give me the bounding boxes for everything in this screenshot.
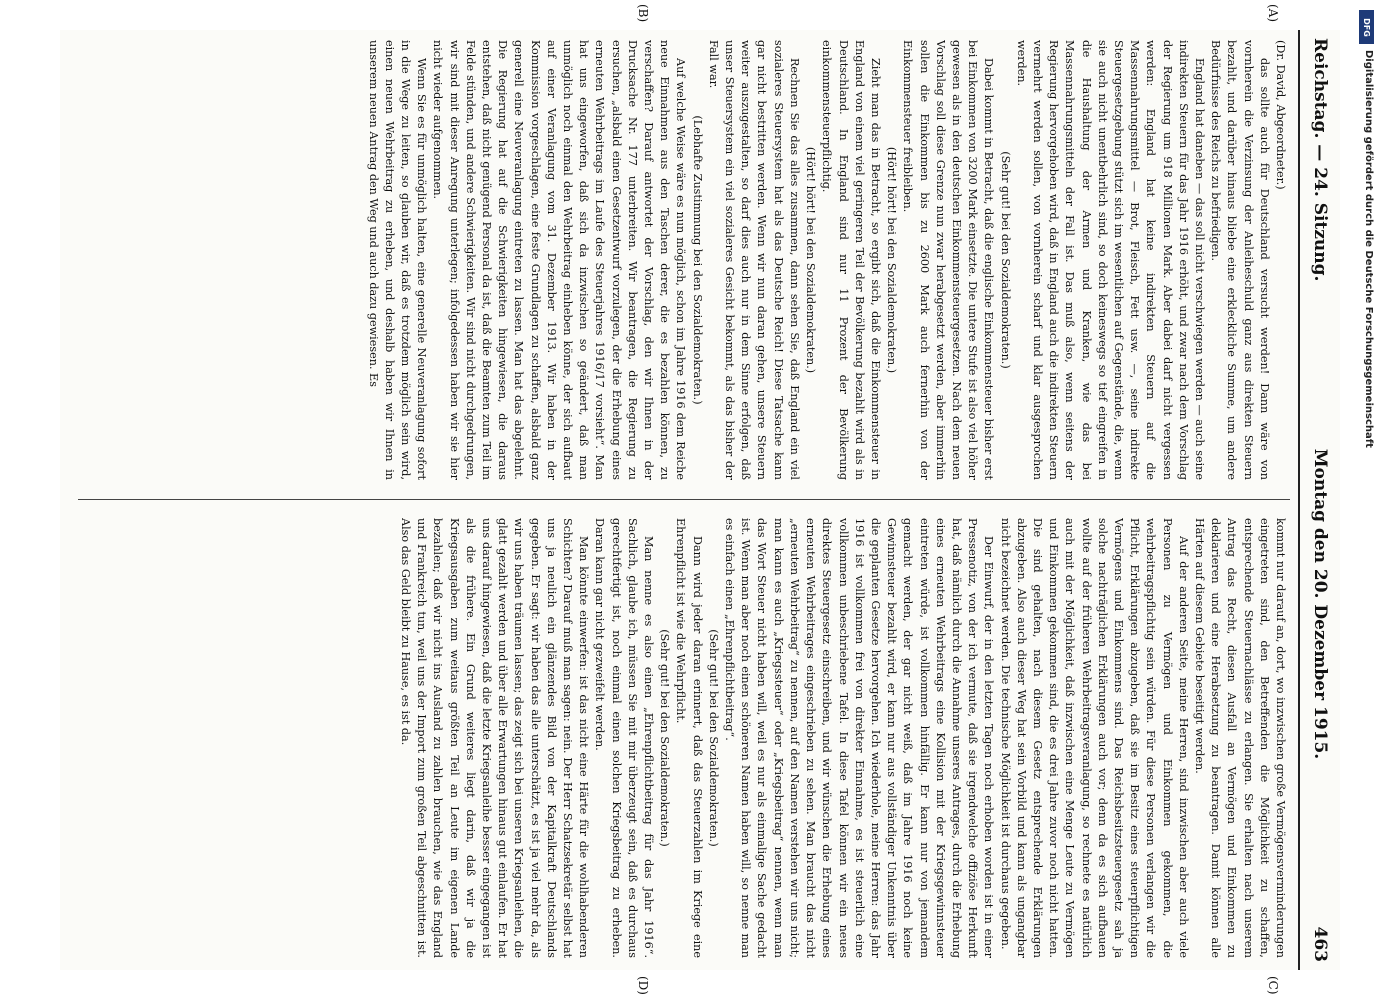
column-divider [78,499,1290,500]
dfg-logo [1359,10,1374,44]
paragraph: Man nenne es also einen „Ehrenpflichtbeitrag für das Jahr 1916“. Sachlich, glaube ich, müssen Sie mit mir überzeugt sein, daß es durchaus gerechtfertigt ist, noch einmal einen solchen Kriegsbeitrag zu erheben. Daran kann gar nicht gezweifelt werden. [593,518,656,958]
paragraph: das sollte auch für Deutschland versucht werden! Dann wäre von vornherein die Verzinsung der Anleiheschuld ganz aus direkten Steuern bezahlt, und darüber hinaus bliebe eine erkleckliche Summe, um andere Bedürfnisse des Reichs zu befriedigen. [1209,40,1271,480]
paragraph: Wenn Sie es für unmöglich halten, eine generelle Neuveranlagung sofort in die Wege zu leiten, so glauben wir, daß es trotzdem möglich sein wird, einen neuen Wehrbeitrag zu erheben, und deshalb haben wir Ihnen in unserem neuen Antrag den Weg und auch dazu gewiesen. Es [366,40,429,480]
digitization-credit [1356,10,1378,990]
page-header [1298,30,1340,970]
interjection: (Lebhafte Zustimmung bei den Sozialdemokraten.) [690,115,704,405]
margin-marker-b: (B) [636,4,650,23]
paragraph: England hat daneben — das soll nicht verschwiegen werden — auch seine indirekten Steuern für das Jahr 1916 erhöht, und zwar nach dem Vorschlag der Regierung um 918 Millionen Mark. Aber dabei darf nicht vergessen werden: England hat keine indirekten Steuern auf die Massennahrungsmittel — Brot, Fleisch, Fett usw. —, seine indirekte Steuergesetzgebung stützt sich im wesentlichen auf Gegenstände, die, wenn sie auch nicht unentbehrlich sind, so doch keineswegs so tief eingreifen in die Haushaltung der Armen und Kranken, wie das bei Massennahrungsmitteln der Fall ist. Das muß also, wenn seitens der Regierung hervorgehoben wird, daß in England auch die indirekten Steuern vermehrt werden sollen, von vornherein scharf und klar ausgesprochen werden. [1014,40,1206,480]
margin-marker-d: (D) [636,976,650,995]
newspaper-page [60,4,1340,995]
interjection: (Sehr gut! bei den Sozialdemokraten.) [658,629,672,847]
interjection: (Hört! hört! bei den Sozialdemokraten.) [804,146,818,374]
interjection: (Sehr gut! bei den Sozialdemokraten.) [706,629,720,847]
text-column-left [78,40,1288,480]
page-number: 463 [1310,926,1330,962]
paragraph: Zieht man das in Betracht, so ergibt sich, daß die Einkommensteuer in England von einem viel geringeren Teil der Bevölkerung bezahlt wird als in Deutschland. In England sind nur 11 Prozent der Bevölkerung einkommensteuerpflichtig. [820,40,882,480]
paragraph: Man könnte einwerfen: ist das nicht eine Härte für die wohlhabenderen Schichten? Darauf muß man sagen: nein. Der Herr Schatzsekretär selbst hat uns ja neulich ein glänzendes Bild von der Kapitalkraft Deutschlands gegeben. Er sagt: wir haben das alle unterschätzt, es ist ja viel mehr da, als wir uns haben träumen lassen; das zeigt sich bei unseren Kriegsanleihen, die glatt gezahlt werden und über alle Erwartungen hinaus gut einlaufen. Er hat uns darauf hingewiesen, daß die letzte Kriegsanleihe besser eingegangen ist als die frühere. Ein Grund weiteres liegt darin, daß wir ja die Kriegsausgaben zum weitaus größten Teil an Leute im eigenen Lande bezahlen; daß wir nicht ins Ausland zu zahlen brauchen, wie das England und Frankreich tun, weil uns der Import zum großen Teil abgeschnitten ist. Also das Geld bleibt zu Hause, es ist da. [399,518,591,958]
paragraph: Rechnen Sie das alles zusammen, dann sehen Sie, daß England ein viel sozialeres Steuersystem hat als das Deutsche Reich! Diese Tatsache kann gar nicht bestritten werden. Wenn wir nun daran gehen, unsere Steuern weiter auszugestalten, so darf dies auch nur in dem Sinne erfolgen, daß unser Steuersystem ein viel sozialeres Gesicht bekommt, als das bisher der Fall war. [706,40,801,480]
paragraph: Dann wird jeder daran erinnert, daß das Steuerzahlen im Kriege eine Ehrenpflicht ist wie die Wehrpflicht. [674,518,704,958]
text-column-right [78,518,1288,958]
credit-text: Digitalisierung gefördert durch die Deutsche Forschungsgemeinschaft [1363,50,1374,448]
paragraph: Dabei kommt in Betracht, daß die englische Einkommensteuer bisher erst bei Einkommen von 3200 Mark einsetzte. Die untere Stufe ist also viel höher gewesen als in den deutschen Einkommensteuergesetzen. Nach dem neuen Vorschlag soll diese Grenze nun zwar herabgesetzt werden, aber immerhin sollen die Einkommen bis zu 2600 Mark auch fernerhin von der Einkommensteuer freibleiben. [901,40,996,480]
header-session: Reichstag. — 24. Sitzung. [1310,38,1330,282]
margin-marker-a: (A) [1266,4,1280,23]
paragraph: Auf der anderen Seite, meine Herren, sind inzwischen aber auch viele Personen zu Vermögen und Einkommen gekommen, die wehrbeitragspflichtig sein würden. Für diese Personen verlangen wir die Pflicht, Erklärungen abzugeben, daß sie im Besitz eines steuerpflichtigen Vermögens und Einkommens sind. Das Reichsbesitzsteuergesetz sah ja solche nachträglichen Erklärungen auch vor; denn da es sich aufbauen wollte auf der früheren Wehrbeitragsveranlagung, so rechnete es natürlich auch mit der Möglichkeit, daß inzwischen eine Menge Leute zu Vermögen und Einkommen gekommen sind, die es drei Jahre zuvor noch nicht hatten. Die sind gehalten, nach diesem Gesetz entsprechende Erklärungen abzugeben. Also auch dieser Weg hat sein Vorbild und kann als ungangbar nicht bezeichnet werden. Die technische Möglichkeit ist durchaus gegeben. [998,518,1190,958]
header-date: Montag den 20. Dezember 1915. [1310,448,1330,760]
paragraph: Auf welche Weise wäre es nun möglich, schon im Jahre 1916 dem Reiche neue Einnahmen aus den Taschen derer, die es bezahlen können, zu verschaffen? Darauf antwortet der Vorschlag, den wir Ihnen in der Drucksache Nr. 177 unterbreiten. Wir beantragen, die Regierung zu ersuchen, „alsbald einen Gesetzentwurf vorzulegen, der die Erhebung eines erneuten Wehrbeitrags im Laufe des Steuerjahres 1916/17 vorsieht“. Man hat uns eingeworfen, daß sich da inzwischen so geändert, daß man unmöglich noch einmal den Wehrbeitrag einheben könne, der sich aufbaut auf einer Veranlagung vom 31. Dezember 1913. Wir haben in der Kommission vorgeschlagen, eine feste Grundlagen zu schaffen, alsbald ganz generell eine Neuveranlagung eintreten zu lassen. Man hat das abgelehnt. Die Regierung hat auf die Schwierigkeiten hingewiesen, die daraus entstehen, daß nicht genügend Personal da ist, daß die Beamten zum Teil im Felde stünden, und andere Schwierigkeiten. Wir sind nicht durchgedrungen, wir sind mit dieser Anregung unterlegen; infolgedessen haben wir sie hier nicht wieder aufgenommen. [431,40,688,480]
interjection: (Sehr gut! bei den Sozialdemokraten.) [998,151,1012,369]
paragraph: Der Einwurf, der in den letzten Tagen noch erhoben worden ist in einer Pressenotiz, von der ich vermute, daß sie irgendwelche offiziöse Herkunft hat, daß nämlich durch die Annahme unseres Antrages, durch die Erhebung eines erneuten Wehrbeitrags eine Kollision mit der Kriegsgewinnsteuer eintreten würde, ist vollkommen hinfällig. Er kann nur von jemandem gemacht werden, der gar nicht weiß, daß im Jahre 1916 noch keine Gewinnsteuer bezahlt wird, er kann nur aus vollständiger Unkenntnis über die geplanten Gesetze hervorgehen. Ich wiederhole, meine Herren: das Jahr 1916 ist vollkommen frei von direkter Einnahme, es ist steuerlich eine vollkommen unbeschriebene Tafel. In diese Tafel können wir ein neues direktes Steuergesetz einschreiben, und wir wünschen die Erhebung eines erneuten Wehrbeitrages eingeschrieben zu sehen. Man braucht das nicht „erneuten Wehrbeitrag“ zu nennen, auf den Namen verstehen wir uns nicht; man kann es auch „Kriegssteuer“ oder „Kriegsbeitrag“ nennen, wenn man das Wort Steuer nicht haben will, weil es nur als einmalige Sache gedacht ist. Wenn man aber noch einen schöneren Namen haben will, so nenne man es einfach einen „Ehrenpflichtbeitrag“. [723,518,996,958]
paragraph: kommt nur darauf an, dort, wo inzwischen große Vermögensverminderungen eingetreten sind, den Betreffenden die Möglichkeit zu schaffen, entsprechende Steuernachlässe zu erlangen. Sie erhalten nach unserem Antrag das Recht, diesen Ausfall an Vermögen und Einkommen zu deklarieren und eine Herabsetzung zu beantragen. Damit können alle Härten auf diesem Gebiete beseitigt werden. [1192,518,1287,958]
interjection: (Hört! hört! bei den Sozialdemokraten.) [885,146,899,374]
margin-marker-c: (C) [1266,976,1280,995]
dfg-logo-text: DFG [1362,17,1372,37]
paragraph: (Dr. David, Abgeordneter.) [1274,40,1287,190]
